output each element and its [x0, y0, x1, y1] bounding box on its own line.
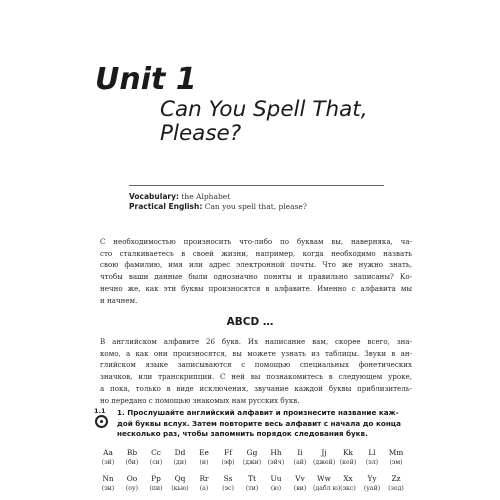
alphabet-cell: [241, 447, 263, 473]
paragraph-line: значков, или транскрипции. С ней вы познакомитесь в следующем уроке,: [100, 372, 412, 382]
vocabulary-box: [129, 185, 384, 212]
alphabet-pronunciation: (ти): [245, 485, 259, 492]
audio-track-marker: [94, 408, 116, 428]
alphabet-letter: Hh: [270, 448, 282, 457]
alphabet-pronunciation: (уай): [363, 485, 381, 492]
alphabet-cell: [217, 447, 239, 473]
alphabet-letter: Pp: [151, 474, 161, 483]
alphabet-letter: Rr: [199, 474, 209, 483]
alphabet-cell: [121, 473, 143, 499]
alphabet-cell: [361, 447, 383, 473]
exercise-instructions: [117, 408, 401, 440]
alphabet-cell: [313, 447, 335, 473]
alphabet-cell: [385, 447, 407, 473]
alphabet-cell: [265, 447, 287, 473]
alphabet-letter: Oo: [126, 474, 138, 483]
alphabet-letter: Tt: [248, 474, 256, 483]
alphabet-pronunciation: (дабл ю): [313, 485, 341, 492]
unit-subtitle: [160, 98, 450, 146]
alphabet-pronunciation: (эф): [221, 459, 235, 466]
alphabet-cell: [193, 447, 215, 473]
alphabet-cell: [145, 473, 167, 499]
alphabet-pronunciation: (эм): [389, 459, 403, 466]
alphabet-cell: [121, 447, 143, 473]
alphabet-letter: Uu: [270, 474, 282, 483]
alphabet-pronunciation: (би): [125, 459, 139, 466]
alphabet-pronunciation: (эл): [365, 459, 379, 466]
alphabet-row: [97, 447, 407, 473]
paragraph-line: В английском алфавите 26 букв. Их написание вам, скорее всего, зна-: [100, 337, 412, 346]
section-heading: ABCD …: [226, 316, 274, 328]
alphabet-letter: Cc: [151, 448, 161, 457]
alphabet-cell: [169, 447, 191, 473]
alphabet-cell: [97, 447, 119, 473]
alphabet-letter: Xx: [343, 474, 353, 483]
alphabet-cell: [169, 473, 191, 499]
alphabet-table: [97, 447, 407, 499]
exercise-line: дой буквы вслух. Затем повторите весь алфавит с начала до конца: [117, 418, 401, 428]
alphabet-pronunciation: (кей): [339, 459, 357, 466]
cd-icon: [95, 415, 108, 428]
paragraph-line: глийском языке записываются с помощью специальных фонетических: [100, 360, 412, 370]
alphabet-pronunciation: (и): [199, 459, 209, 466]
vocabulary-value: the Alphabet: [181, 192, 231, 201]
alphabet-pronunciation: (экс): [340, 485, 356, 492]
alphabet-cell: [313, 473, 341, 499]
alphabet-letter: Ww: [317, 474, 331, 483]
alphabet-cell: [337, 447, 359, 473]
intro-paragraph: [100, 236, 412, 306]
alphabet-letter: Vv: [295, 474, 305, 483]
alphabet-pronunciation: (кью): [171, 485, 189, 492]
alphabet-pronunciation: (си): [149, 459, 163, 466]
track-number: 1.1: [94, 407, 106, 415]
alphabet-letter: Ss: [223, 474, 233, 483]
exercise-line: 1. Прослушайте английский алфавит и произнесите название каж-: [117, 408, 399, 417]
alphabet-letter: Mm: [388, 448, 404, 457]
alphabet-letter: Aa: [103, 448, 113, 457]
alphabet-cell: [265, 473, 287, 499]
alphabet-pronunciation: (джей): [313, 459, 336, 466]
alphabet-letter: Qq: [174, 474, 186, 483]
alphabet-pronunciation: (ди): [173, 459, 187, 466]
paragraph-line: но передано с помощью знакомых нам русских букв.: [100, 395, 300, 405]
practical-english-row: [129, 202, 384, 212]
alphabet-pronunciation: (а): [199, 485, 209, 492]
alphabet-pronunciation: (оу): [125, 485, 139, 492]
alphabet-pronunciation: (ю): [270, 485, 282, 492]
alphabet-pronunciation: (ай): [293, 459, 307, 466]
paragraph-line: свою фамилию, имя или адрес электронной почты. Что же нужно знать,: [100, 260, 412, 270]
alphabet-cell: [193, 473, 215, 499]
alphabet-letter: Jj: [321, 448, 327, 457]
alphabet-pronunciation: (эй): [101, 459, 115, 466]
alphabet-cell: [145, 447, 167, 473]
alphabet-cell: [337, 473, 359, 499]
alphabet-letter: Ii: [297, 448, 303, 457]
alphabet-pronunciation: (эс): [222, 485, 234, 492]
alphabet-letter: Ee: [199, 448, 209, 457]
alphabet-pronunciation: (ви): [293, 485, 307, 492]
practical-english-label: Practical English:: [129, 202, 203, 211]
alphabet-cell: [97, 473, 119, 499]
paragraph-line: и начнем.: [100, 295, 138, 305]
alphabet-row: [97, 473, 407, 499]
alphabet-letter: Nn: [102, 474, 114, 483]
alphabet-cell: [289, 447, 311, 473]
section-paragraph: [100, 336, 412, 406]
subtitle-line: Can You Spell That,: [160, 97, 368, 122]
paragraph-line: чтобы ваши данные были однозначно поняты и правильно записаны? Ко-: [100, 272, 412, 282]
practical-english-value: Can you spell that, please?: [204, 202, 307, 211]
alphabet-cell: [217, 473, 239, 499]
alphabet-letter: Ff: [224, 448, 232, 457]
paragraph-line: нечно же, как эти буквы произносятся в алфавите. Именно с алфавита мы: [100, 283, 412, 293]
alphabet-cell: [361, 473, 383, 499]
alphabet-letter: Bb: [126, 448, 138, 457]
alphabet-cell: [385, 473, 407, 499]
alphabet-letter: Ll: [368, 448, 376, 457]
alphabet-pronunciation: (джи): [242, 459, 262, 466]
subtitle-line: Please?: [160, 121, 242, 146]
alphabet-letter: Dd: [174, 448, 186, 457]
alphabet-pronunciation: (зед): [388, 485, 404, 492]
exercise-line: несколько раз, чтобы запомнить порядок следования букв.: [117, 429, 368, 439]
paragraph-line: сто сталкиваетесь в своей жизни, например, когда необходимо назвать: [100, 248, 412, 258]
paragraph-line: С необходимостью произносить что-либо по буквам вы, наверняка, ча-: [100, 237, 412, 246]
alphabet-pronunciation: (эйч): [267, 459, 285, 466]
paragraph-line: а пока, только в виде исключения, звучание каждой буквы приблизитель-: [100, 383, 412, 393]
alphabet-letter: Gg: [246, 448, 258, 457]
alphabet-letter: Zz: [391, 474, 401, 483]
alphabet-cell: [289, 473, 311, 499]
alphabet-letter: Kk: [343, 448, 353, 457]
unit-title: Unit 1: [95, 62, 197, 97]
vocabulary-row: [129, 192, 384, 202]
alphabet-cell: [241, 473, 263, 499]
alphabet-letter: Yy: [367, 474, 377, 483]
alphabet-pronunciation: (пи): [149, 485, 163, 492]
alphabet-pronunciation: (эн): [101, 485, 115, 492]
paragraph-line: комо, а как они произносятся, вы можете узнать из таблицы. Звуки в ан-: [100, 348, 412, 358]
vocabulary-label: Vocabulary:: [129, 192, 179, 201]
